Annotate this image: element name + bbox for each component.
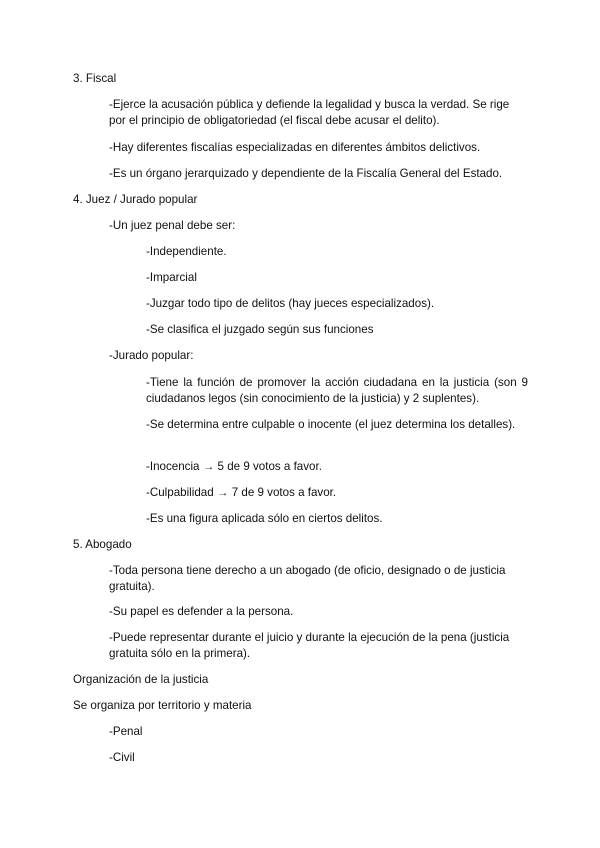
organizacion-item-2: -Civil [109,751,135,764]
fiscal-item-1: -Ejerce la acusación pública y defiende la legalidad y busca la verdad. Se rige por el principio de obligatoriedad (el fiscal debe acusar el delito). [109,98,510,127]
jurado-item-2: -Se determina entre culpable o inocente (el juez determina los detalles). [146,418,516,431]
fiscal-item-2: -Hay diferentes fiscalías especializadas en diferentes ámbitos delictivos. [109,141,481,154]
section-heading-juez: 4. Juez / Jurado popular [73,193,198,206]
section-heading-fiscal: 3. Fiscal [73,72,117,85]
abogado-item-3: -Puede representar durante el juicio y durante la ejecución de la pena (justicia gratuita sólo en la primera). [109,631,510,660]
juez-item-2: -Imparcial [146,271,197,284]
jurado-item-5: -Es una figura aplicada sólo en ciertos delitos. [146,512,383,525]
juez-label: -Un juez penal debe ser: [109,219,236,232]
section-heading-organizacion: Organización de la justicia [73,673,209,686]
jurado-item-1: -Tiene la función de promover la acción ciudadana en la justicia (son 9 ciudadanos legos (sin conocimiento de la justicia) y 2 suplentes). [146,376,528,405]
abogado-item-1: -Toda persona tiene derecho a un abogado (de oficio, designado o de justicia gratuita). [109,564,506,593]
abogado-item-2: -Su papel es defender a la persona. [109,605,294,618]
section-heading-abogado: 5. Abogado [73,538,132,551]
juez-item-4: -Se clasifica el juzgado según sus funciones [146,323,374,336]
jurado-item-4: -Culpabilidad → 7 de 9 votos a favor. [146,486,337,499]
fiscal-item-3: -Es un órgano jerarquizado y dependiente de la Fiscalía General del Estado. [109,167,503,180]
jurado-label: -Jurado popular: [109,349,194,362]
juez-item-1: -Independiente. [146,245,227,258]
jurado-item-3: -Inocencia → 5 de 9 votos a favor. [146,460,322,473]
juez-item-3: -Juzgar todo tipo de delitos (hay jueces especializados). [146,297,435,310]
organizacion-intro: Se organiza por territorio y materia [73,699,252,712]
organizacion-item-1: -Penal [109,725,143,738]
